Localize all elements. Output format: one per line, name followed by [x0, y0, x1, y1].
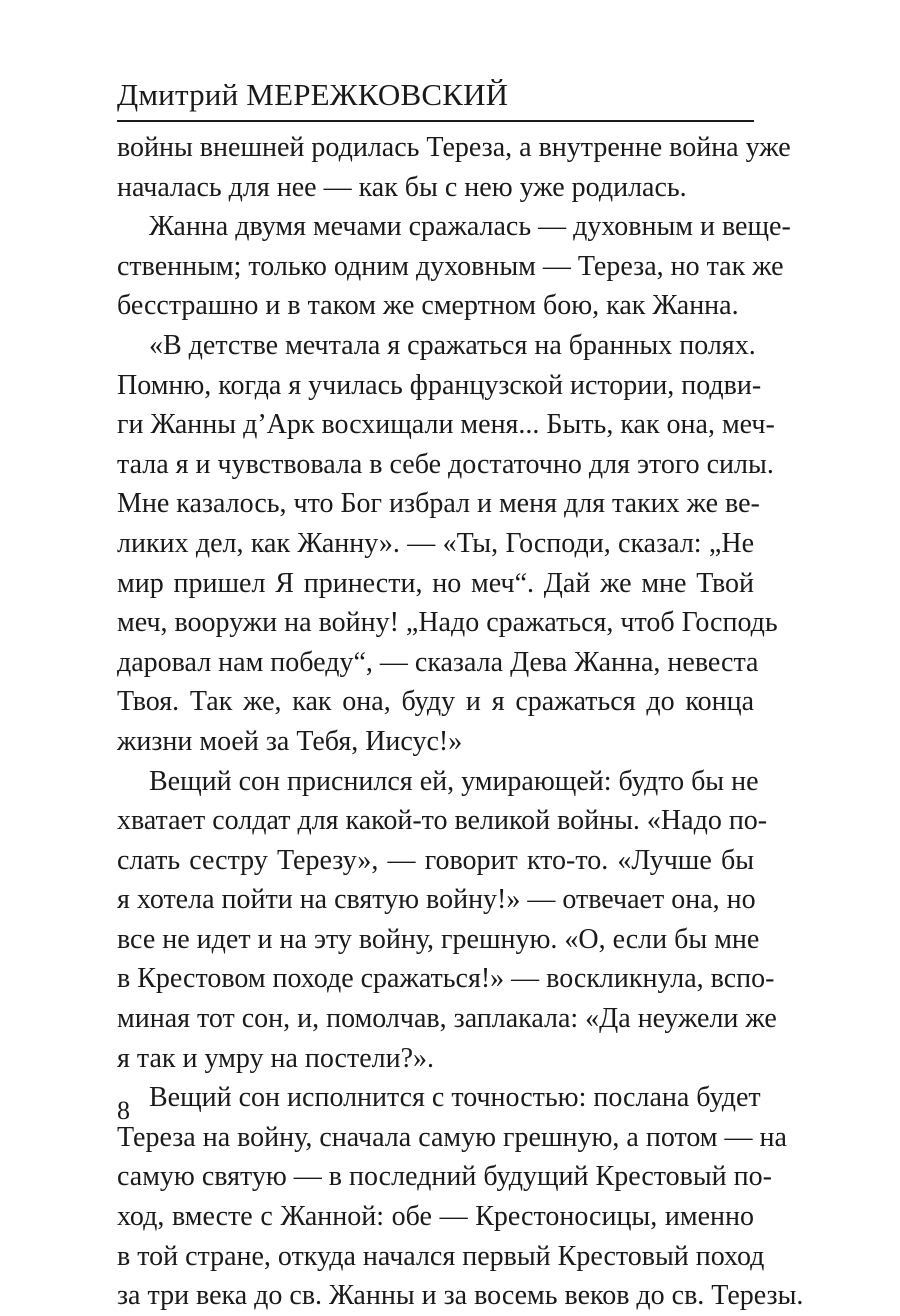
text-line: в Крестовом походе сражаться!» — воскликнула, вспо-: [117, 963, 775, 995]
text-line: ликих дел, как Жанну». — «Ты, Господи, сказал: „Не: [117, 527, 754, 559]
text-line: Тереза на войну, сначала самую грешную, а потом — на: [117, 1121, 787, 1153]
text-line: Помню, когда я училась французской истории, подви-: [117, 369, 762, 401]
page-number: 8: [117, 1096, 130, 1125]
paragraph: [117, 207, 791, 326]
text-line: за три века до св. Жанны и за восемь веков до св. Терезы.: [117, 1280, 804, 1312]
text-line: слать сестру Терезу», — говорит кто-то. «Лучше бы: [117, 844, 754, 876]
text-line: самую святую — в последний будущий Крестовый по-: [117, 1161, 772, 1193]
text-line: даровал нам победу“, — сказала Дева Жанна, невеста: [117, 646, 759, 678]
text-line: ги Жанны д’Арк восхищали меня... Быть, как она, меч-: [117, 409, 775, 441]
text-line: Вещий сон приснился ей, умирающей: будто бы не: [149, 765, 759, 797]
text-line: меч, вооружи на войну! „Надо сражаться, чтоб Господь: [117, 607, 778, 639]
text-line: жизни моей за Тебя, Иисус!»: [117, 725, 463, 757]
paragraph: [117, 1078, 804, 1316]
text-line: Жанна двумя мечами сражалась — духовным и веще-: [149, 211, 791, 243]
text-line: Мне казалось, что Бог избрал и меня для таких же ве-: [117, 488, 760, 520]
text-line: тала я и чувствовала в себе достаточно для этого силы.: [117, 448, 774, 480]
text-line: «В детстве мечтала я сражаться на бранных полях.: [149, 329, 756, 361]
text-line: миная тот сон, и, помолчав, заплакала: «Да неужели же: [117, 1003, 777, 1035]
text-line: я так и умру на постели?».: [117, 1042, 435, 1074]
paragraph: [117, 326, 778, 762]
text-line: войны внешней родилась Тереза, а внутренне война уже: [117, 132, 791, 163]
text-line: мир пришел Я принести, но меч“. Дай же мне Твой: [117, 567, 754, 599]
text-line: Твоя. Так же, как она, буду и я сражаться до конца: [117, 686, 754, 718]
text-line: началась для нее — как бы с нею уже родилась.: [117, 171, 687, 203]
text-line: я хотела пойти на святую войну!» — отвечает она, но: [117, 884, 756, 916]
text-line: в той стране, откуда начался первый Крестовый поход: [117, 1240, 765, 1272]
text-line: ход, вместе с Жанной: обе — Крестоносицы, именно: [117, 1201, 754, 1233]
text-line: бесстрашно и в таком же смертном бою, как Жанна.: [117, 290, 739, 322]
text-line: хватает солдат для какой-то великой войны. «Надо по-: [117, 805, 768, 837]
paragraph: [117, 128, 791, 207]
running-head-author: Дмитрий МЕРЕЖКОВСКИЙ: [117, 72, 754, 122]
body-text: [117, 128, 804, 1316]
text-line: все не идет и на эту войну, грешную. «О, если бы мне: [117, 923, 760, 955]
text-line: ственным; только одним духовным — Тереза, но так же: [117, 250, 784, 282]
paragraph: [117, 762, 777, 1079]
text-line: Вещий сон исполнится с точностью: послана будет: [149, 1082, 761, 1114]
